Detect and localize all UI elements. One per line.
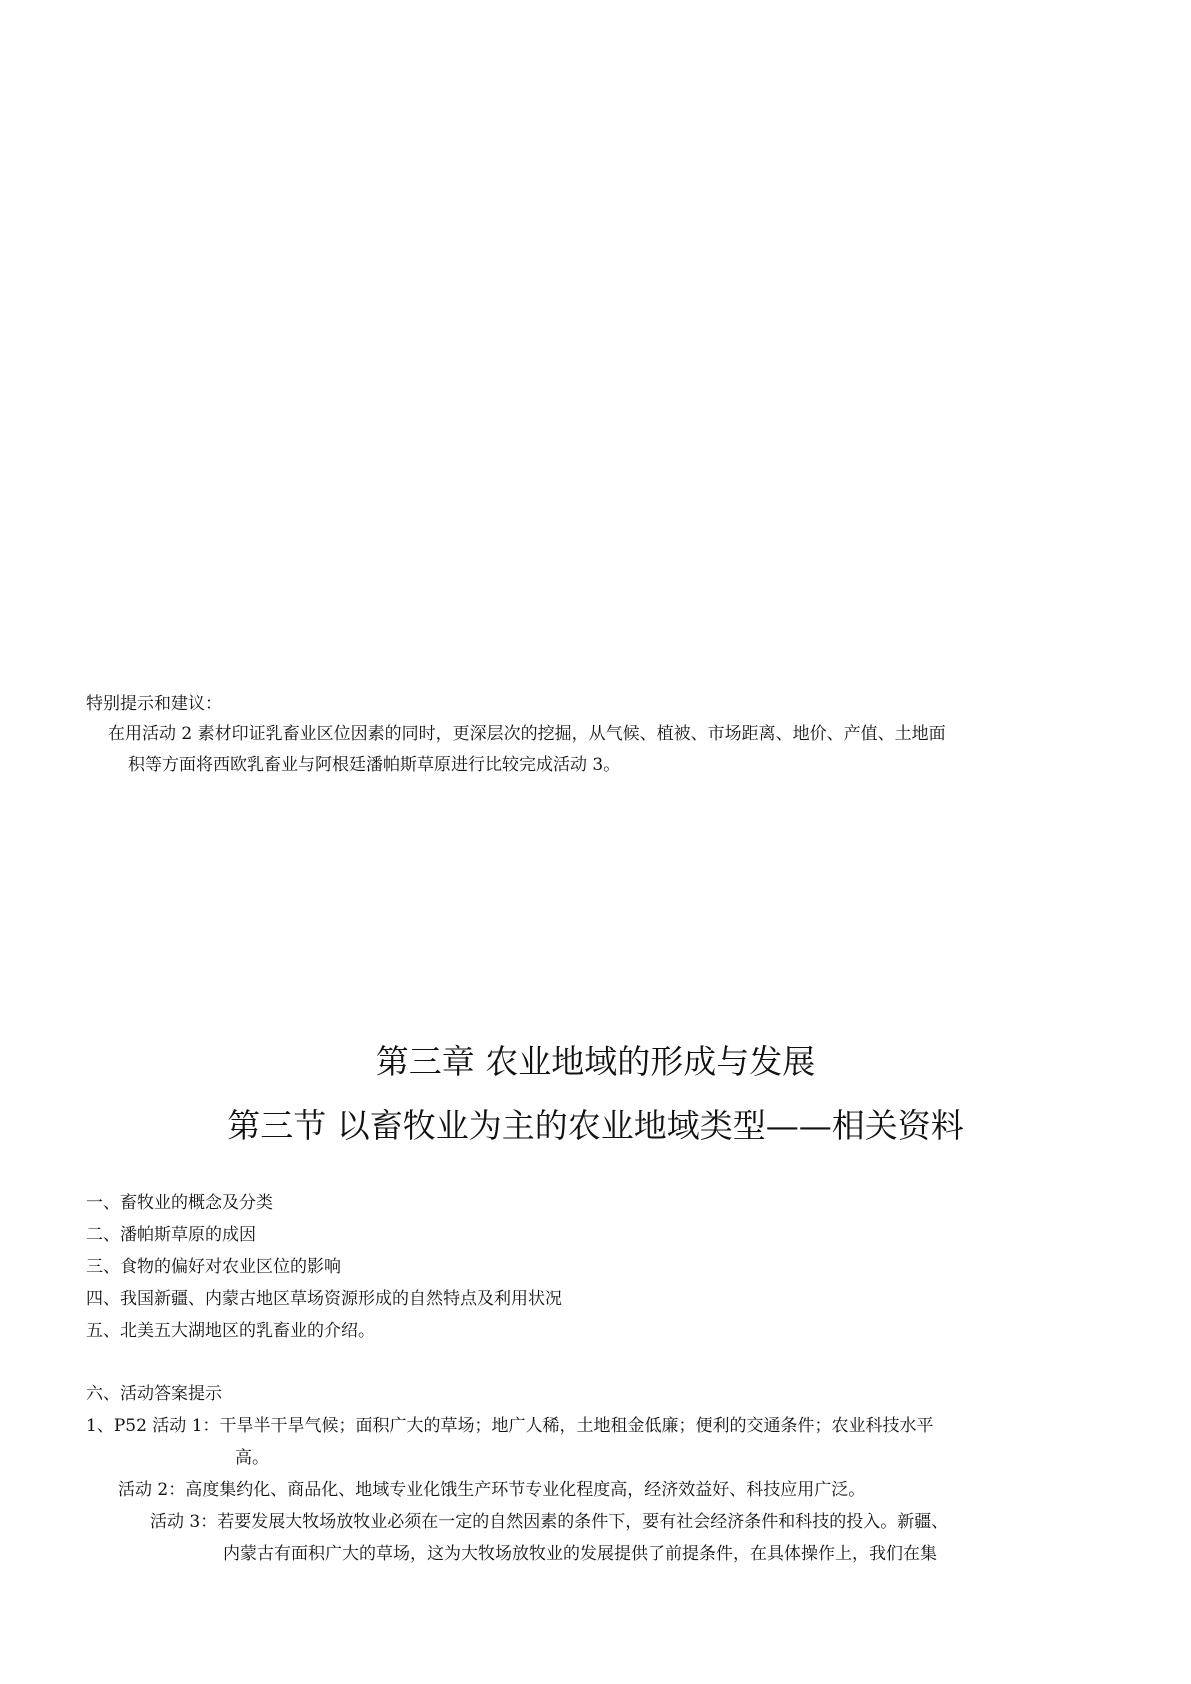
answer-item-1-line-2: 高。 [235,1448,269,1468]
answer-item-1-line-1: 1、P52 活动 1：干旱半干旱气候；面积广大的草场；地广人稀，土地租金低廉；便利的交通条件；农业科技水平 [86,1416,934,1436]
answer-item-2: 活动 2：高度集约化、商品化、地域专业化饿生产环节专业化程度高，经济效益好、科技应用广泛。 [118,1480,866,1500]
toc-item: 四、我国新疆、内蒙古地区草场资源形成的自然特点及利用状况 [86,1289,562,1309]
tips-heading: 特别提示和建议： [86,694,222,714]
answers-heading: 六、活动答案提示 [86,1384,222,1404]
toc-item: 二、潘帕斯草原的成因 [86,1225,256,1245]
chapter-title: 第三章 农业地域的形成与发展 [375,1042,816,1081]
toc-item: 一、畜牧业的概念及分类 [86,1193,273,1213]
toc-item: 五、北美五大湖地区的乳畜业的介绍。 [86,1321,375,1341]
answer-item-3-line-1: 活动 3：若要发展大牧场放牧业必须在一定的自然因素的条件下，要有社会经济条件和科技的投入。新疆、 [150,1512,949,1532]
answer-item-3-line-2: 内蒙古有面积广大的草场，这为大牧场放牧业的发展提供了前提条件，在具体操作上，我们在集 [223,1544,937,1564]
section-title: 第三节 以畜牧业为主的农业地域类型——相关资料 [227,1106,964,1145]
toc-item: 三、食物的偏好对农业区位的影响 [86,1257,341,1277]
tips-line-1: 在用活动 2 素材印证乳畜业区位因素的同时，更深层次的挖掘，从气候、植被、市场距离、地价、产值、土地面 [108,724,946,744]
tips-line-2: 积等方面将西欧乳畜业与阿根廷潘帕斯草原进行比较完成活动 3。 [128,755,621,775]
